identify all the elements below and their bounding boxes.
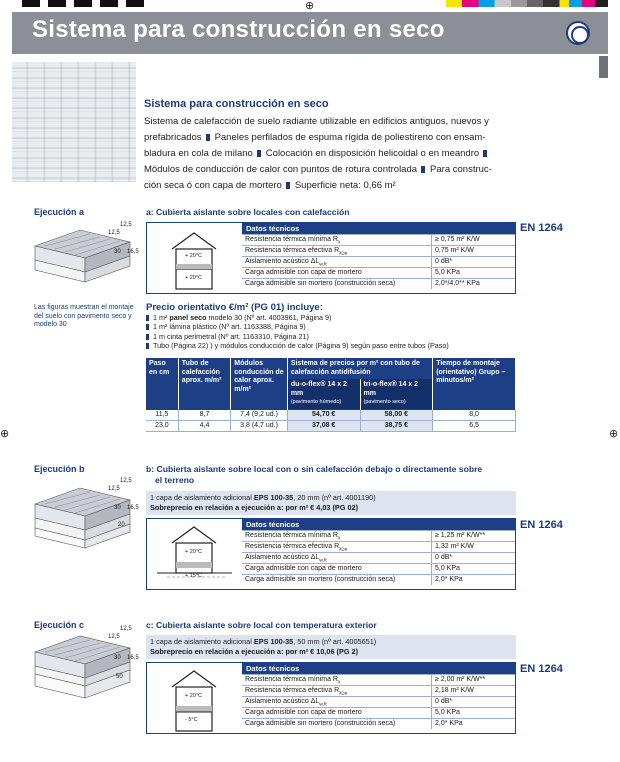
- dimension-label: 30: [114, 655, 121, 661]
- tech-row: [242, 707, 515, 718]
- col-subheader: [287, 379, 360, 409]
- execution-b-diagram: [30, 478, 140, 558]
- bullet-icon: [483, 150, 487, 157]
- tech-label: Resistencia térmica efectiva R: [245, 543, 340, 550]
- intro-line: prefabricados: [144, 132, 202, 143]
- tech-row: [242, 674, 515, 685]
- tech-value: 0 dB*: [435, 258, 453, 265]
- extra-text: , 50 mm (nº art. 4005651): [293, 637, 377, 646]
- tech-value: ≥ 0,75 m² K/W: [435, 236, 480, 243]
- temperature-label: + 15°C: [185, 573, 203, 579]
- dimension-label: 50: [116, 674, 123, 680]
- execution-b-heading: [146, 464, 482, 486]
- tech-value: 2,0*/4,0** KPa: [435, 280, 480, 287]
- product-photo: [12, 62, 136, 182]
- price-item: [146, 332, 449, 341]
- cell-modulos: 7,4 (9,2 ud.): [231, 409, 288, 420]
- price-title: Precio orientativo €/m² (PG 01) incluye:: [146, 302, 323, 313]
- tech-value: 0 dB*: [435, 554, 453, 561]
- tech-label: Aislamiento acústico ΔL: [245, 258, 320, 265]
- execution-b-norm: EN 1264: [520, 519, 563, 531]
- execution-c-extra-box: [146, 635, 516, 659]
- col-subheader: [360, 379, 433, 409]
- side-note: Las figuras muestran el montaje del suelo con pavimento seco y modelo 30: [34, 304, 134, 328]
- tech-value: 2,18 m² K/W: [435, 687, 474, 694]
- extra-bold: Sobreprecio en relación a ejecución a: por m² € 10,06 (PG 2): [150, 647, 359, 656]
- bullet-icon: [146, 324, 149, 330]
- tech-value: ≥ 2,00 m² K/W**: [435, 676, 486, 683]
- price-items: [146, 313, 449, 350]
- tech-row: [242, 563, 515, 574]
- dimension-label: 12,5: [120, 222, 132, 228]
- tech-row: [242, 234, 515, 245]
- execution-b-label: Ejecución b: [34, 464, 85, 474]
- page-title: Sistema para construcción en seco: [32, 16, 445, 43]
- dimension-label: 30: [114, 249, 121, 255]
- dimension-label: 16,5: [127, 505, 139, 511]
- price-table-header-row: [146, 358, 516, 379]
- tech-label: Resistencia térmica efectiva R: [245, 247, 340, 254]
- tech-label-sub: λDa: [339, 690, 348, 696]
- tech-table-header: Datos técnicos: [242, 223, 515, 234]
- bullet-icon: [146, 343, 149, 349]
- page-banner: [12, 12, 608, 54]
- execution-a-tech-table: [242, 223, 515, 289]
- cell-tiempo: 6,5: [433, 420, 516, 431]
- print-calibration-bar-right: [446, 0, 608, 7]
- col-header: Módulos conducción de calor aprox. m/m²: [231, 358, 288, 409]
- tech-label: Carga admisible con capa de mortero: [242, 564, 432, 574]
- dimension-label: 12,5: [120, 626, 132, 632]
- col-header: Paso en cm: [146, 358, 178, 409]
- col-header: Tiempo de montaje (orientativo) Grupo – minutos/m²: [433, 358, 516, 409]
- bullet-icon: [146, 315, 149, 321]
- bullet-icon: [146, 334, 149, 340]
- temperature-label: + 20°C: [185, 693, 203, 699]
- cell-tiempo: 8,0: [433, 409, 516, 420]
- bullet-icon: [257, 150, 261, 157]
- table-row: [146, 420, 516, 431]
- intro-text: [144, 114, 510, 194]
- extra-text: 1 capa de aislamiento adicional: [150, 637, 254, 646]
- intro-line: ción seca ó con capa de mortero: [144, 180, 282, 191]
- registration-mark-right: ⊕: [609, 427, 619, 440]
- bullet-icon: [421, 166, 425, 173]
- intro-line: Superficie neta: 0,66 m²: [294, 180, 396, 191]
- execution-b-tech-table: [242, 519, 515, 585]
- price-item-text: Tubo (Página 22) ) y módulos conducción de calor (Página 9) según paso entre tubos (Paso): [153, 340, 449, 350]
- tech-table-header: Datos técnicos: [242, 663, 515, 674]
- dimension-label: 20: [118, 522, 125, 528]
- extra-text: , 20 mm (nº art. 4001190): [293, 493, 376, 502]
- tech-label: Carga admisible sin mortero (construcción seca): [242, 279, 432, 289]
- tech-row: [242, 718, 515, 729]
- temperature-label: + 20°C: [185, 275, 203, 281]
- cell-tri: 58,00 €: [360, 409, 433, 420]
- col-subheader-label: du-o-flex® 14 x 2 mm: [290, 381, 347, 397]
- tech-table-header: Datos técnicos: [242, 519, 515, 530]
- intro-title: Sistema para construcción en seco: [144, 98, 329, 110]
- cell-paso: 11,5: [146, 409, 178, 420]
- price-item: [146, 341, 449, 350]
- tech-value: 5,0 KPa: [435, 709, 460, 716]
- extra-bold: EPS 100-35: [253, 493, 294, 502]
- price-item-text: 1 m cinta perimetral (Nº art. 1163310, Página 21): [153, 331, 309, 341]
- tech-value: ≥ 1,25 m² K/W**: [435, 532, 486, 539]
- dimension-label: 16,5: [127, 655, 139, 661]
- execution-a-label: Ejecución a: [34, 207, 85, 217]
- execution-c-heading: c: Cubierta aislante sobre local con temperatura exterior: [146, 620, 377, 630]
- execution-a-heading: a: Cubierta aislante sobre locales con calefacción: [146, 207, 350, 217]
- cell-duo: 37,08 €: [287, 420, 360, 431]
- price-item: [146, 322, 449, 331]
- tech-value: 1,32 m² K/W: [435, 543, 474, 550]
- heading-line: el terreno: [155, 475, 195, 485]
- tech-row: [242, 256, 515, 267]
- price-item: [146, 313, 449, 322]
- cell-tubo: 8,7: [178, 409, 230, 420]
- tech-label-sub: λDa: [339, 250, 348, 256]
- tech-value: 5,0 KPa: [435, 565, 460, 572]
- temperature-label: + 20°C: [185, 549, 203, 555]
- tech-value: 2,0* KPa: [435, 720, 463, 727]
- cell-modulos: 3,8 (4,7 ud.): [231, 420, 288, 431]
- execution-c-diagram: [30, 626, 140, 706]
- execution-a-diagram: [30, 222, 140, 294]
- price-item-bold: panel seco: [169, 313, 207, 322]
- tech-value: 2,0* KPa: [435, 576, 463, 583]
- intro-line: Colocación en disposición helicoidal o en meandro: [265, 148, 480, 159]
- tech-label-sub: w,R: [319, 557, 327, 563]
- tech-label-sub: λ: [337, 239, 341, 245]
- cell-paso: 23,0: [146, 420, 178, 431]
- price-item-text: 1 m² lámina plástico (Nº art. 1163388, Página 9): [153, 322, 306, 332]
- dimension-label: 16,5: [127, 249, 139, 255]
- col-subheader-note: (pavimento húmedo): [290, 399, 342, 405]
- tech-label: Carga admisible sin mortero (construcción seca): [242, 719, 432, 729]
- brand-logo-icon: [566, 21, 590, 45]
- price-table: [146, 358, 516, 432]
- heading-line: b: Cubierta aislante sobre local con o sin calefacción debajo o directamente sobre: [146, 464, 483, 474]
- execution-c-tech-table: [242, 663, 515, 729]
- tech-row: [242, 696, 515, 707]
- tech-value: 5,0 KPa: [435, 269, 460, 276]
- dimension-label: 30: [114, 505, 121, 511]
- extra-bold: EPS 100-35: [253, 637, 294, 646]
- tech-label: Resistencia térmica efectiva R: [245, 687, 340, 694]
- tech-label: Carga admisible sin mortero (construcción seca): [242, 575, 432, 585]
- intro-line: Para construc-: [430, 164, 492, 175]
- cell-tubo: 4,4: [178, 420, 230, 431]
- dimension-label: 12,5: [108, 634, 120, 640]
- tech-label: Resistencia térmica mínima R: [245, 532, 338, 539]
- extra-bold: Sobreprecio en relación a ejecución a: por m² € 4,03 (PG 02): [150, 503, 359, 512]
- dimension-label: 12,5: [108, 230, 120, 236]
- tech-row: [242, 530, 515, 541]
- extra-line: [150, 647, 512, 657]
- execution-a-data-box: [146, 222, 516, 294]
- execution-b-data-box: [146, 518, 516, 590]
- tech-row: [242, 245, 515, 256]
- col-header: Sistema de precios por m² con tubo de calefacción antidifusión: [287, 358, 432, 379]
- tech-row: [242, 278, 515, 289]
- execution-a-norm: EN 1264: [520, 222, 563, 234]
- extra-text: 1 capa de aislamiento adicional: [150, 493, 254, 502]
- tech-label-sub: w,R: [319, 261, 327, 267]
- cell-duo: 54,70 €: [287, 409, 360, 420]
- execution-c-data-box: [146, 662, 516, 734]
- execution-c-norm: EN 1264: [520, 663, 563, 675]
- tech-row: [242, 574, 515, 585]
- tech-label: Resistencia térmica mínima R: [245, 236, 338, 243]
- registration-mark-left: ⊕: [0, 427, 10, 440]
- extra-line: [150, 493, 512, 503]
- tech-label: Aislamiento acústico ΔL: [245, 698, 320, 705]
- col-subheader-label: tri-o-flex® 14 x 2 mm: [363, 381, 419, 397]
- temperature-label: + 20°C: [185, 253, 203, 259]
- tech-label: Carga admisible con capa de mortero: [242, 268, 432, 278]
- banner-tab: [599, 56, 608, 78]
- price-item-text: modelo 30 (Nº art. 4003961, Página 9): [206, 313, 332, 322]
- extra-line: [150, 637, 512, 647]
- bullet-icon: [206, 134, 210, 141]
- temperature-label: - 5°C: [185, 717, 198, 723]
- intro-line: Sistema de calefacción de suelo radiante utilizable en edificios antiguos, nuevos y: [144, 116, 489, 127]
- cell-tri: 38,75 €: [360, 420, 433, 431]
- execution-b-extra-box: [146, 491, 516, 515]
- table-row: [146, 409, 516, 420]
- dimension-label: 12,5: [120, 478, 132, 484]
- execution-c-label: Ejecución c: [34, 620, 85, 630]
- bullet-icon: [286, 182, 290, 189]
- tech-value: 0,75 m² K/W: [435, 247, 474, 254]
- tech-label: Resistencia térmica mínima R: [245, 676, 338, 683]
- tech-row: [242, 685, 515, 696]
- tech-label-sub: λ: [337, 535, 341, 541]
- tech-row: [242, 267, 515, 278]
- print-calibration-bar-left: [22, 0, 146, 7]
- intro-line: bladura en cola de milano: [144, 148, 253, 159]
- intro-line: Módulos de conducción de calor con puntos de rotura controlada: [144, 164, 418, 175]
- price-item-text: 1 m²: [153, 313, 170, 322]
- col-header: Tubo de calefacción aprox. m/m²: [178, 358, 230, 409]
- tech-row: [242, 552, 515, 563]
- intro-line: Paneles perfilados de espuma rígida de poliestireno con ensam-: [214, 132, 486, 143]
- col-subheader-note: (pavimento seco): [363, 399, 406, 405]
- dimension-label: 12,5: [108, 486, 120, 492]
- tech-label: Carga admisible con capa de mortero: [242, 708, 432, 718]
- extra-line: [150, 503, 512, 513]
- tech-row: [242, 541, 515, 552]
- tech-label-sub: λDa: [339, 546, 348, 552]
- tech-value: 0 dB*: [435, 698, 453, 705]
- registration-mark-top: ⊕: [305, 0, 315, 12]
- tech-label: Aislamiento acústico ΔL: [245, 554, 320, 561]
- tech-label-sub: λ: [337, 679, 341, 685]
- tech-label-sub: w,R: [319, 701, 327, 707]
